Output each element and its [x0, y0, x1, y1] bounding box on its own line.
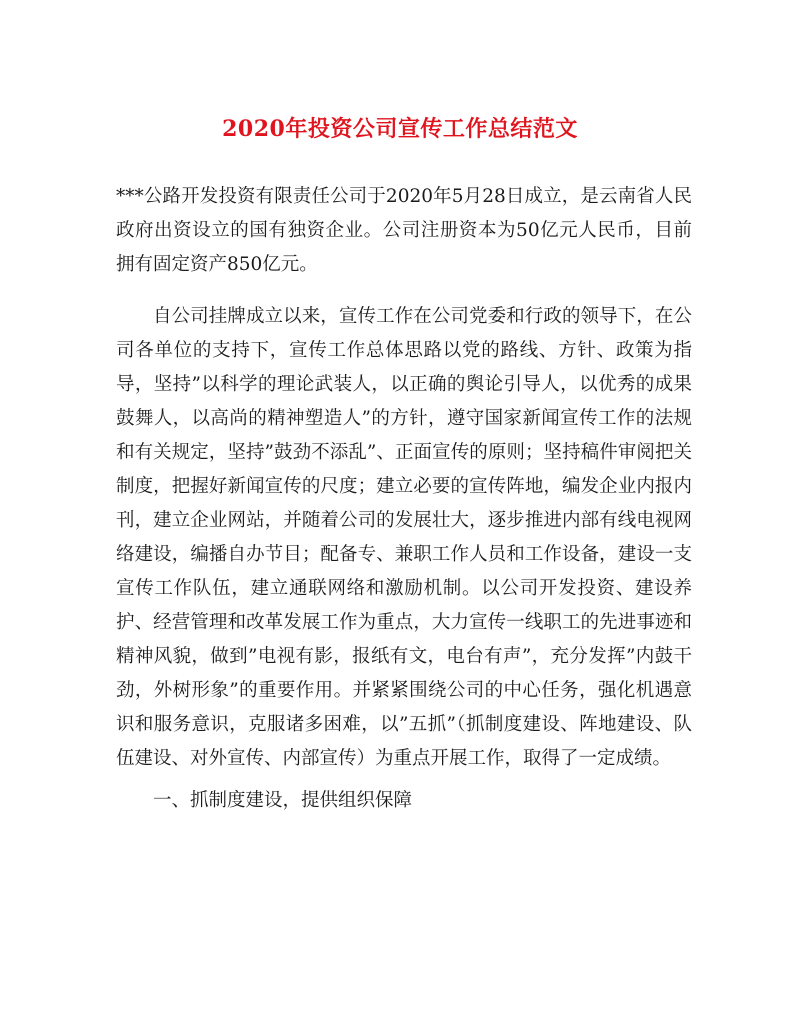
- paragraph-overview: 自公司挂牌成立以来，宣传工作在公司党委和行政的领导下，在公司各单位的支持下，宣传工作总体思路以党的路线、方针、政策为指导，坚持”以科学的理论武装人，以正确的舆论引导人，以优秀的成果鼓舞人，以高尚的精神塑造人”的方针，遵守国家新闻宣传工作的法规和有关规定，坚持”鼓劲不添乱”、正面宣传的原则；坚持稿件审阅把关制度，把握好新闻宣传的尺度；建立必要的宣传阵地，编发企业内报内刊，建立企业网站，并随着公司的发展壮大，逐步推进内部有线电视网络建设，编播自办节目；配备专、兼职工作人员和工作设备，建设一支宣传工作队伍，建立通联网络和激励机制。以公司开发投资、建设养护、经营管理和改革发展工作为重点，大力宣传一线职工的先进事迹和精神风貌，做到”电视有影，报纸有文，电台有声”，充分发挥”内鼓干劲，外树形象”的重要作用。并紧紧围绕公司的中心任务，强化机遇意识和服务意识，克服诸多困难，以”五抓”（抓制度建设、阵地建设、队伍建设、对外宣传、内部宣传）为重点开展工作，取得了一定成绩。: [116, 306, 692, 769]
- section-heading: 一、抓制度建设，提供组织保障: [153, 790, 413, 811]
- paragraph-intro: ***公路开发投资有限责任公司于2020年5月28日成立，是云南省人民政府出资设立的国有独资企业。公司注册资本为50亿元人民币，目前拥有固定资产850亿元。: [116, 186, 692, 275]
- document-title: 2020年投资公司宣传工作总结范文: [222, 116, 578, 142]
- document-body: [116, 180, 692, 818]
